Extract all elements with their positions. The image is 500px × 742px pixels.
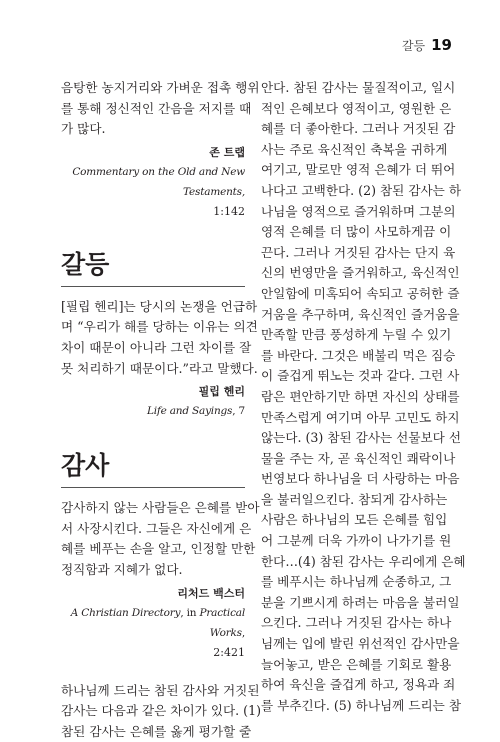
text-line: 않는다. (3) 참된 감사는 선물보다 선 [261, 430, 462, 446]
text-line: 를 베푸시는 하나님께 순종하고, 그 [261, 574, 452, 590]
text-line: 안다. 참된 감사는 물질적이고, 일시 [261, 80, 456, 95]
source-page: , 7 [232, 405, 245, 418]
text-line: 번영보다 하나님을 더 사랑하는 마음 [261, 471, 460, 487]
page-number: 19 [431, 36, 452, 54]
text-line: 한다…(4) 참된 감사는 우리에게 은혜 [261, 553, 466, 569]
quote-source [61, 603, 245, 643]
text-line: 혜를 베푸는 손을 알고, 인정할 만한 [61, 541, 256, 557]
quote-source [61, 401, 245, 421]
topic-heading-gratitude: 감사 [61, 451, 245, 488]
source-comma: , [241, 626, 245, 639]
text-line: 분을 기쁘시게 하려는 마음을 불러일 [261, 594, 460, 610]
text-line: 를 부추긴다. (5) 하나님께 드리는 참 [261, 697, 462, 713]
text-line: 님께는 입에 발린 위선적인 감사만을 [261, 636, 460, 652]
text-line: 사는 주로 육신적인 축복을 귀하게 [261, 141, 448, 157]
text-line: 람은 편안하기만 하면 자신의 상태를 [261, 388, 460, 404]
quote-text [61, 498, 260, 580]
text-line: 으킨다. 그러나 거짓된 감사는 하나 [261, 615, 452, 631]
source-title: Life and Sayings [146, 405, 233, 418]
text-line: 거움을 추구하며, 육신적인 즐거움을 [261, 306, 460, 322]
source-connector: , in [180, 606, 200, 619]
text-line: 신의 번영만을 즐거워하고, 육신적인 [261, 265, 460, 281]
text-line: 적인 은혜보다 영적이고, 영원한 은 [261, 100, 452, 116]
quote-henry [61, 297, 258, 421]
quote-baxter [61, 498, 260, 662]
text-line: 안일함에 미혹되어 속되고 공허한 즐 [261, 285, 460, 301]
text-line: 영적 은혜를 더 많이 사모하게끔 이 [261, 224, 452, 240]
running-header [402, 36, 452, 54]
quote-text [61, 78, 260, 140]
source-collection: Practical Works [199, 606, 245, 639]
left-column [61, 78, 262, 742]
topic-heading-conflict: 갈등 [61, 250, 245, 287]
text-line: 끈다. 그러나 거짓된 감사는 단지 육 [261, 244, 456, 260]
source-title: A Christian Directory [70, 606, 181, 619]
text-line: 하여 육신을 즐겁게 하고, 정욕과 죄 [261, 677, 456, 693]
body-paragraph-continued [261, 78, 466, 716]
text-line: 서 사장시킨다. 그들은 자신에게 은 [61, 520, 252, 536]
text-line: 나님을 영적으로 즐거워하며 그분의 [261, 203, 456, 219]
quote-source: Commentary on the Old and New Testaments, [72, 165, 245, 198]
quote-trapp [61, 78, 260, 222]
text-line: 하나님께 드리는 참된 감사와 거짓된 [61, 682, 260, 698]
right-column [261, 78, 466, 716]
text-line: 음탕한 농지거리와 가벼운 접촉 행위 [61, 80, 260, 95]
text-line: 사람은 하나님의 모든 은혜를 힘입 [261, 512, 448, 528]
text-line: 감사는 다음과 같은 차이가 있다. (1) [61, 703, 262, 719]
text-line: 며 “우리가 해를 당하는 이유는 의견 [61, 319, 258, 335]
text-line: 물을 주는 자, 곧 육신적인 쾌락이나 [261, 450, 456, 466]
text-line: 나다고 고백한다. (2) 참된 감사는 하 [261, 182, 462, 198]
quote-author: 리처드 백스터 [177, 586, 245, 600]
text-line: 이 즐겁게 뛰노는 것과 같다. 그런 사 [261, 368, 460, 384]
text-line: 을 불러일으킨다. 참되게 감사하는 [261, 491, 448, 507]
quote-author: 필립 헨리 [198, 385, 245, 399]
text-line: 감사하지 않는 사람들은 은혜를 받아 [61, 500, 260, 516]
quote-author: 존 트랩 [209, 145, 245, 159]
text-line: 못 처리하기 때문이다.”라고 말했다. [61, 360, 258, 376]
text-line: 를 바란다. 그것은 배불리 먹은 짐승 [261, 347, 456, 363]
text-line: 여기고, 말로만 영적 은혜가 더 뛰어 [261, 162, 456, 178]
text-line: 만족할 만큼 풍성하게 누릴 수 있기 [261, 327, 452, 343]
text-line: 늘어놓고, 받은 은혜를 기회로 활용 [261, 656, 452, 672]
text-line: 참된 감사는 은혜를 옳게 평가할 줄 [61, 723, 252, 739]
text-line: 어 그분께 더욱 가까이 나가기를 원 [261, 533, 452, 549]
text-line: [필립 헨리]는 당시의 논쟁을 언급하 [61, 298, 258, 314]
quote-text [61, 297, 258, 379]
text-line: 를 통해 정신적인 간음을 저지를 때 [61, 100, 252, 116]
text-line: 만족스럽게 여기며 아무 고민도 하지 [261, 409, 460, 425]
running-header-section: 갈등 [401, 39, 426, 53]
text-line: 혜를 더 좋아한다. 그러나 거짓된 감 [261, 121, 456, 137]
text-line: 가 많다. [61, 121, 106, 137]
body-paragraph [61, 681, 262, 742]
quote-page-ref: 1:142 [213, 204, 245, 218]
text-line: 정직함과 지혜가 없다. [61, 561, 183, 577]
quote-page-ref: 2:421 [213, 645, 245, 659]
text-line: 차이 때문이 아니라 그런 차이를 잘 [61, 339, 252, 355]
